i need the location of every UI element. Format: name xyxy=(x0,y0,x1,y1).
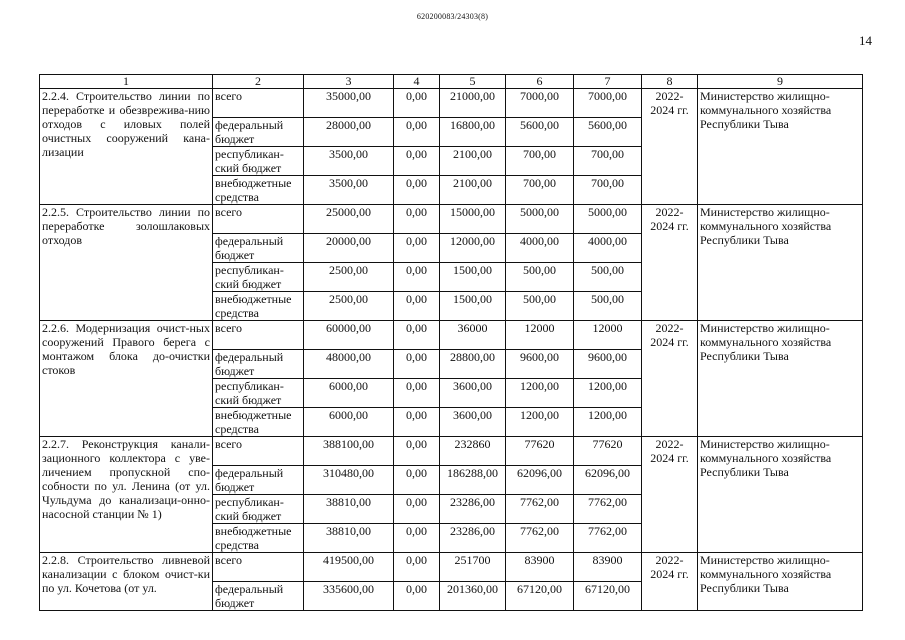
total-amount: 388100,00 xyxy=(304,437,394,466)
amount-2024: 1200,00 xyxy=(574,408,642,437)
total-amount: 48000,00 xyxy=(304,350,394,379)
amount-2022: 15000,00 xyxy=(440,205,506,234)
amount-2023: 700,00 xyxy=(506,147,574,176)
amount-2021: 0,00 xyxy=(394,553,440,582)
amount-2023: 700,00 xyxy=(506,176,574,205)
total-amount: 38810,00 xyxy=(304,524,394,553)
total-amount: 2500,00 xyxy=(304,292,394,321)
program-table xyxy=(39,74,863,611)
amount-2022: 3600,00 xyxy=(440,379,506,408)
amount-2023: 5600,00 xyxy=(506,118,574,147)
amount-2021: 0,00 xyxy=(394,582,440,611)
period: 2022-2024 гг. xyxy=(642,437,698,553)
amount-2024: 7000,00 xyxy=(574,89,642,118)
column-header: 1 xyxy=(40,75,213,89)
table-row xyxy=(40,321,863,350)
amount-2023: 9600,00 xyxy=(506,350,574,379)
column-header-row xyxy=(40,75,863,89)
funding-source: федеральный бюджет xyxy=(213,234,304,263)
funding-source: республикан-ский бюджет xyxy=(213,263,304,292)
amount-2022: 23286,00 xyxy=(440,495,506,524)
amount-2022: 1500,00 xyxy=(440,292,506,321)
funding-source: всего xyxy=(213,553,304,582)
total-amount: 3500,00 xyxy=(304,176,394,205)
funding-source: федеральный бюджет xyxy=(213,118,304,147)
funding-source: всего xyxy=(213,321,304,350)
funding-source: всего xyxy=(213,437,304,466)
amount-2024: 5600,00 xyxy=(574,118,642,147)
document-code: 620200083/24303(8) xyxy=(416,12,489,21)
funding-source: федеральный бюджет xyxy=(213,350,304,379)
total-amount: 35000,00 xyxy=(304,89,394,118)
amount-2024: 500,00 xyxy=(574,263,642,292)
table-row xyxy=(40,205,863,234)
amount-2024: 500,00 xyxy=(574,292,642,321)
executor: Министерство жилищно-коммунального хозяйства Республики Тыва xyxy=(698,205,863,321)
amount-2022: 2100,00 xyxy=(440,147,506,176)
table-row xyxy=(40,89,863,118)
amount-2023: 7000,00 xyxy=(506,89,574,118)
funding-source: федеральный бюджет xyxy=(213,466,304,495)
table-row xyxy=(40,437,863,466)
amount-2021: 0,00 xyxy=(394,234,440,263)
total-amount: 20000,00 xyxy=(304,234,394,263)
amount-2023: 7762,00 xyxy=(506,495,574,524)
amount-2024: 5000,00 xyxy=(574,205,642,234)
amount-2021: 0,00 xyxy=(394,89,440,118)
amount-2021: 0,00 xyxy=(394,205,440,234)
item-title: 2.2.8. Строительство ливневой канализации с блоком очист-ки по ул. Кочетова (от ул. xyxy=(40,553,213,611)
column-header: 6 xyxy=(506,75,574,89)
amount-2022: 251700 xyxy=(440,553,506,582)
amount-2022: 186288,00 xyxy=(440,466,506,495)
amount-2022: 21000,00 xyxy=(440,89,506,118)
amount-2023: 5000,00 xyxy=(506,205,574,234)
amount-2024: 67120,00 xyxy=(574,582,642,611)
amount-2024: 7762,00 xyxy=(574,524,642,553)
amount-2024: 4000,00 xyxy=(574,234,642,263)
amount-2021: 0,00 xyxy=(394,495,440,524)
amount-2021: 0,00 xyxy=(394,147,440,176)
amount-2021: 0,00 xyxy=(394,263,440,292)
funding-source: внебюджетные средства xyxy=(213,524,304,553)
period: 2022-2024 гг. xyxy=(642,321,698,437)
amount-2022: 3600,00 xyxy=(440,408,506,437)
page-number: 14 xyxy=(859,33,872,48)
funding-source: республикан-ский бюджет xyxy=(213,379,304,408)
amount-2024: 12000 xyxy=(574,321,642,350)
total-amount: 310480,00 xyxy=(304,466,394,495)
amount-2021: 0,00 xyxy=(394,176,440,205)
executor: Министерство жилищно-коммунального хозяйства Республики Тыва xyxy=(698,553,863,611)
period: 2022-2024 гг. xyxy=(642,553,698,611)
amount-2021: 0,00 xyxy=(394,118,440,147)
table-row xyxy=(40,553,863,582)
column-header: 3 xyxy=(304,75,394,89)
executor: Министерство жилищно-коммунального хозяйства Республики Тыва xyxy=(698,437,863,553)
amount-2023: 1200,00 xyxy=(506,379,574,408)
item-title: 2.2.5. Строительство линии по переработке золошлаковых отходов xyxy=(40,205,213,321)
amount-2023: 4000,00 xyxy=(506,234,574,263)
funding-source: всего xyxy=(213,205,304,234)
total-amount: 60000,00 xyxy=(304,321,394,350)
amount-2023: 12000 xyxy=(506,321,574,350)
amount-2022: 36000 xyxy=(440,321,506,350)
amount-2021: 0,00 xyxy=(394,350,440,379)
amount-2022: 23286,00 xyxy=(440,524,506,553)
period: 2022-2024 гг. xyxy=(642,89,698,205)
column-header: 2 xyxy=(213,75,304,89)
amount-2021: 0,00 xyxy=(394,379,440,408)
amount-2022: 201360,00 xyxy=(440,582,506,611)
amount-2021: 0,00 xyxy=(394,292,440,321)
executor: Министерство жилищно-коммунального хозяйства Республики Тыва xyxy=(698,321,863,437)
amount-2024: 77620 xyxy=(574,437,642,466)
amount-2024: 1200,00 xyxy=(574,379,642,408)
funding-source: всего xyxy=(213,89,304,118)
amount-2023: 1200,00 xyxy=(506,408,574,437)
amount-2023: 83900 xyxy=(506,553,574,582)
column-header: 5 xyxy=(440,75,506,89)
amount-2024: 700,00 xyxy=(574,176,642,205)
total-amount: 38810,00 xyxy=(304,495,394,524)
executor: Министерство жилищно-коммунального хозяйства Республики Тыва xyxy=(698,89,863,205)
amount-2022: 28800,00 xyxy=(440,350,506,379)
amount-2021: 0,00 xyxy=(394,437,440,466)
column-header: 9 xyxy=(698,75,863,89)
funding-source: внебюджетные средства xyxy=(213,408,304,437)
total-amount: 335600,00 xyxy=(304,582,394,611)
amount-2022: 12000,00 xyxy=(440,234,506,263)
amount-2022: 2100,00 xyxy=(440,176,506,205)
column-header: 4 xyxy=(394,75,440,89)
total-amount: 419500,00 xyxy=(304,553,394,582)
item-title: 2.2.6. Модернизация очист-ных сооружений Правого берега с монтажом блока до-очистки стоков xyxy=(40,321,213,437)
amount-2024: 7762,00 xyxy=(574,495,642,524)
funding-source: федеральный бюджет xyxy=(213,582,304,611)
amount-2022: 232860 xyxy=(440,437,506,466)
amount-2022: 1500,00 xyxy=(440,263,506,292)
total-amount: 25000,00 xyxy=(304,205,394,234)
amount-2021: 0,00 xyxy=(394,408,440,437)
column-header: 7 xyxy=(574,75,642,89)
amount-2021: 0,00 xyxy=(394,321,440,350)
amount-2023: 500,00 xyxy=(506,292,574,321)
amount-2024: 83900 xyxy=(574,553,642,582)
amount-2023: 62096,00 xyxy=(506,466,574,495)
amount-2024: 700,00 xyxy=(574,147,642,176)
item-title: 2.2.4. Строительство линии по переработке и обезврежива-нию отходов с иловых полей очистных сооружений кана-лизации xyxy=(40,89,213,205)
amount-2024: 9600,00 xyxy=(574,350,642,379)
total-amount: 6000,00 xyxy=(304,408,394,437)
amount-2023: 500,00 xyxy=(506,263,574,292)
period: 2022-2024 гг. xyxy=(642,205,698,321)
amount-2023: 67120,00 xyxy=(506,582,574,611)
total-amount: 6000,00 xyxy=(304,379,394,408)
column-header: 8 xyxy=(642,75,698,89)
amount-2024: 62096,00 xyxy=(574,466,642,495)
item-title: 2.2.7. Реконструкция канали-зационного коллектора с уве-личением пропускной спо-собности по ул. Ленина (от ул. Чульдума до канализаци-онно-насосной станции № 1) xyxy=(40,437,213,553)
funding-source: республикан-ский бюджет xyxy=(213,495,304,524)
funding-source: внебюджетные средства xyxy=(213,292,304,321)
total-amount: 3500,00 xyxy=(304,147,394,176)
amount-2023: 7762,00 xyxy=(506,524,574,553)
amount-2022: 16800,00 xyxy=(440,118,506,147)
amount-2021: 0,00 xyxy=(394,524,440,553)
amount-2023: 77620 xyxy=(506,437,574,466)
funding-source: республикан-ский бюджет xyxy=(213,147,304,176)
total-amount: 28000,00 xyxy=(304,118,394,147)
funding-source: внебюджетные средства xyxy=(213,176,304,205)
amount-2021: 0,00 xyxy=(394,466,440,495)
total-amount: 2500,00 xyxy=(304,263,394,292)
